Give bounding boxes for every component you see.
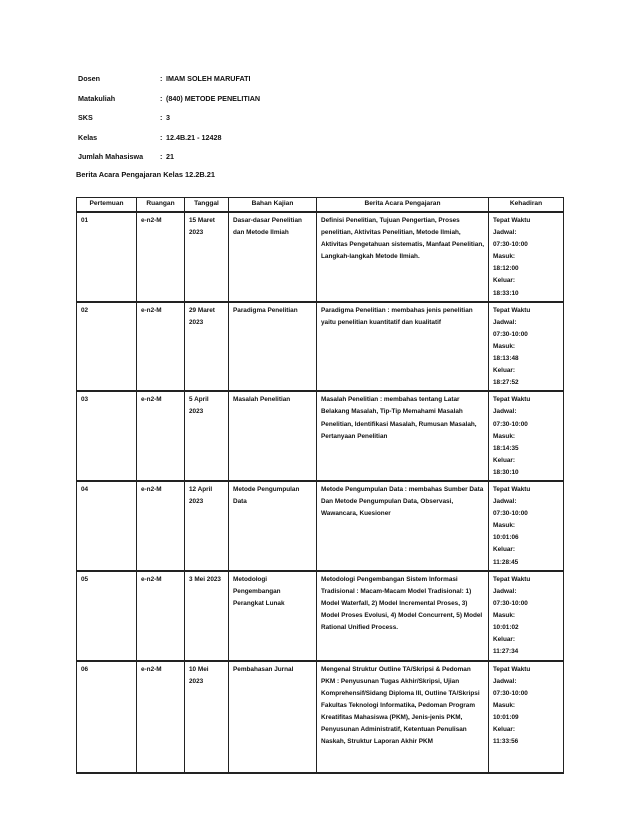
cell-pertemuan: 05 [77,571,137,661]
kehadiran-line: Keluar: [493,726,516,734]
kehadiran-line: Keluar: [493,367,516,375]
berita-acara-table [76,197,564,774]
kehadiran-line: Masuk: [493,611,516,619]
info-separator: : [160,93,163,103]
kehadiran-line: 18:12:00 [493,265,519,273]
cell-tanggal: 12 April 2023 [185,481,229,571]
table-row [77,661,564,773]
cell-tanggal: 3 Mei 2023 [185,571,229,661]
kehadiran-line: Jadwal: [493,229,517,237]
kehadiran-line: Masuk: [493,522,516,530]
kehadiran-line: Tepat Waktu [493,485,531,493]
cell-tanggal: 29 Maret 2023 [185,302,229,392]
kehadiran-line: Jadwal: [493,318,517,326]
cell-pertemuan: 04 [77,481,137,571]
kehadiran-line: Keluar: [493,277,516,285]
course-info [78,74,260,172]
kehadiran-line: 18:14:35 [493,444,519,452]
header-kehadiran: Kehadiran [489,198,564,213]
berita-line: Mengenal Struktur Outline TA/Skripsi & Pedoman PKM : Penyusunan Tugas Akhir/Skripsi, Ujian Komprehensif/Sidang Diploma III, Outline TA/Skripsi Fakultas Teknologi Informatika, Pedoman Program Kreatifitas Mahasiswa (PKM), Jenis-jenis PKM, Penyusunan Administratif, Ketentuan Penulisan Naskah, Struktur Laporan Akhir PKM [321,665,480,746]
cell-kehadiran [489,481,564,571]
kehadiran-line: 07:30-10:00 [493,599,528,607]
berita-line: Paradigma Penelitian : membahas jenis penelitian yaitu penelitian kuantitatif dan kualitatif [321,306,473,326]
cell-bahan-kajian: Masalah Penelitian [229,391,317,481]
kehadiran-line: 18:33:10 [493,289,519,297]
cell-berita-acara [317,571,489,661]
cell-pertemuan: 02 [77,302,137,392]
kehadiran-line: Jadwal: [493,587,517,595]
cell-ruangan: e-n2-M [137,302,185,392]
cell-pertemuan: 01 [77,212,137,302]
cell-bahan-kajian: Metode Pengumpulan Data [229,481,317,571]
kehadiran-line: 18:13:48 [493,355,519,363]
kehadiran-line: Jadwal: [493,677,517,685]
cell-kehadiran [489,212,564,302]
info-value: (840) METODE PENELITIAN [166,93,261,103]
kehadiran-line: 18:30:10 [493,468,519,476]
info-separator: : [160,74,163,83]
kehadiran-line: 10:01:06 [493,534,519,542]
info-row-jumlah [78,152,260,172]
kehadiran-line: 07:30-10:00 [493,241,528,249]
cell-pertemuan: 03 [77,391,137,481]
cell-tanggal: 10 Mei 2023 [185,661,229,773]
header-ruangan: Ruangan [137,198,185,213]
info-label: Kelas [78,132,98,142]
kehadiran-line: Jadwal: [493,408,517,416]
cell-ruangan: e-n2-M [137,661,185,773]
kehadiran-line: Masuk: [493,432,516,440]
cell-ruangan: e-n2-M [137,391,185,481]
table-row [77,212,564,302]
table-row [77,571,564,661]
cell-ruangan: e-n2-M [137,212,185,302]
cell-bahan-kajian: Pembahasan Jurnal [229,661,317,773]
cell-berita-acara [317,302,489,392]
info-label: SKS [78,113,93,122]
kehadiran-line: Keluar: [493,546,516,554]
kehadiran-line: 10:01:02 [493,624,519,631]
header-berita-acara: Berita Acara Pengajaran [317,198,489,213]
header-pertemuan: Pertemuan [77,198,137,213]
cell-ruangan: e-n2-M [137,571,185,661]
kehadiran-line: 07:30-10:00 [493,510,528,518]
info-label: Dosen [78,74,100,83]
info-separator: : [160,152,163,161]
kehadiran-line: 11:28:45 [493,558,519,566]
cell-tanggal: 15 Maret 2023 [185,212,229,302]
berita-line: Definisi Penelitian, Tujuan Pengertian, Proses penelitian, Aktivitas Penelitian, Metode Ilmiah, [321,217,461,237]
cell-tanggal: 5 April 2023 [185,391,229,481]
kehadiran-line: 07:30-10:00 [493,330,528,338]
cell-bahan-kajian: Metodologi Pengembangan Perangkat Lunak [229,571,317,661]
kehadiran-line: Tepat Waktu [493,396,531,404]
info-row-dosen [78,74,260,94]
cell-berita-acara [317,661,489,773]
berita-line: Metode Pengumpulan Data : membahas Sumber Data Dan Metode Pengumpulan Data, Observasi, Wawancara, Kuesioner [321,485,484,518]
cell-kehadiran [489,302,564,392]
info-row-matakuliah [78,94,260,114]
kehadiran-line: 11:27:34 [493,648,519,656]
info-value: 12.4B.21 - 12428 [166,132,222,142]
cell-berita-acara [317,212,489,302]
kehadiran-line: Masuk: [493,342,516,350]
info-value: IMAM SOLEH MARUFATI [166,74,251,83]
kehadiran-line: 10:01:09 [493,714,519,721]
kehadiran-line: 11:33:56 [493,738,519,746]
kehadiran-line: Tepat Waktu [493,575,531,583]
table-row [77,391,564,481]
info-row-sks [78,113,260,133]
kehadiran-line: 07:30-10:00 [493,420,528,428]
table-row [77,481,564,571]
info-row-kelas [78,133,260,153]
header-tanggal: Tanggal [185,198,229,213]
kehadiran-line: Tepat Waktu [493,217,531,224]
kehadiran-line: Keluar: [493,456,516,464]
cell-pertemuan: 06 [77,661,137,773]
cell-kehadiran [489,571,564,661]
info-separator: : [160,113,163,122]
kehadiran-line: Keluar: [493,636,516,644]
header-bahan-kajian: Bahan Kajian [229,198,317,213]
kehadiran-line: Masuk: [493,701,516,709]
cell-bahan-kajian: Paradigma Penelitian [229,302,317,392]
berita-line: Aktivitas Pengetahuan sistematis, Manfaat Penelitian, Langkah-langkah Metode Ilmiah. [321,241,485,261]
cell-berita-acara [317,481,489,571]
info-value: 21 [166,152,174,161]
info-value: 3 [166,113,170,122]
kehadiran-line: Masuk: [493,253,516,261]
cell-kehadiran [489,391,564,481]
kehadiran-line: 18:27:52 [493,379,519,387]
section-heading: Berita Acara Pengajaran Kelas 12.2B.21 [76,170,215,179]
kehadiran-line: Jadwal: [493,498,517,506]
cell-berita-acara [317,391,489,481]
kehadiran-line: 07:30-10:00 [493,689,528,697]
kehadiran-line: Tepat Waktu [493,665,531,673]
info-label: Jumlah Mahasiswa [78,152,144,161]
cell-kehadiran [489,661,564,773]
table-header-row [77,198,564,213]
berita-line: Masalah Penelitian : membahas tentang Latar Belakang Masalah, Tip-Tip Memahami Masalah Penelitian, Identifikasi Masalah, Rumusan Masalah, Pertanyaan Penelitian [321,396,477,440]
info-separator: : [160,132,163,142]
berita-line: Metodologi Pengembangan Sistem Informasi Tradisional : Macam-Macam Model Tradisional: 1) Model Waterfall, 2) Model Incremental Proses, 3) Model Proses Evolusi, 4) Model Concurrent, 5) Model Rational Unified Process. [321,575,483,631]
kehadiran-line: Tepat Waktu [493,306,531,314]
cell-bahan-kajian: Dasar-dasar Penelitian dan Metode Ilmiah [229,212,317,302]
table-row [77,302,564,392]
info-label: Matakuliah [78,93,116,103]
cell-ruangan: e-n2-M [137,481,185,571]
